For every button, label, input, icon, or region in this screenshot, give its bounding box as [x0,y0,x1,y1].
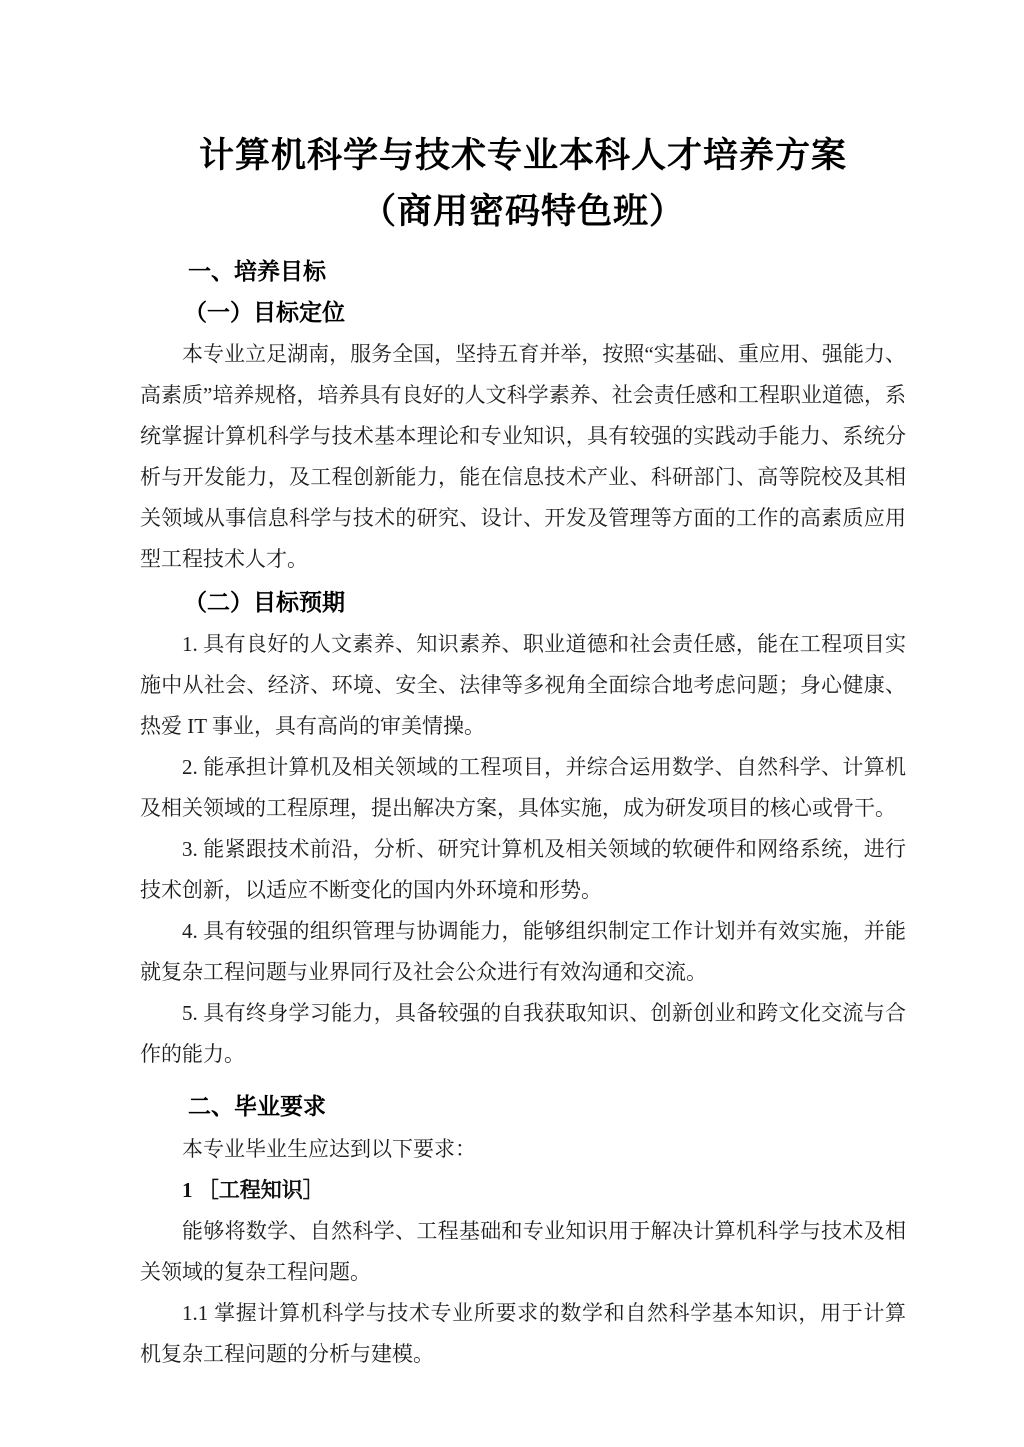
requirement-1-text: 能够将数学、自然科学、工程基础和专业知识用于解决计算机科学与技术及相关领域的复杂工程问题。 [140,1219,906,1284]
heading-training-objectives: 一、培养目标 [188,258,326,284]
graduation-requirements-intro: 本专业毕业生应达到以下要求： [182,1137,476,1161]
document-title-line1: 计算机科学与技术专业本科人才培养方案 [198,136,847,175]
requirement-1-1-text: 1.1 掌握计算机科学与技术专业所要求的数学和自然科学基本知识，用于计算机复杂工程问题的分析与建模。 [140,1301,906,1366]
paragraph-objective-positioning: 本专业立足湖南，服务全国，坚持五育并举，按照“实基础、重应用、强能力、高素质”培养规格，培养具有良好的人文科学素养、社会责任感和工程职业道德，系统掌握计算机科学与技术基本理论和专业知识，具有较强的实践动手能力、系统分析与开发能力，及工程创新能力，能在信息技术产业、科研部门、高等院校及其相关领域从事信息科学与技术的研究、设计、开发及管理等方面的工作的高素质应用型工程技术人才。 [140,342,906,571]
subheading-objective-positioning: （一）目标定位 [184,299,345,325]
objective-expectation-item-4: 4. 具有较强的组织管理与协调能力，能够组织制定工作计划并有效实施，并能就复杂工程问题与业界同行及社会公众进行有效沟通和交流。 [140,919,906,984]
requirement-1-engineering-knowledge-label: 1 ［工程知识］ [182,1178,324,1202]
objective-expectation-item-3: 3. 能紧跟技术前沿，分析、研究计算机及相关领域的软硬件和网络系统，进行技术创新，以适应不断变化的国内外环境和形势。 [140,837,906,902]
heading-graduation-requirements: 二、毕业要求 [188,1093,326,1119]
subheading-objective-expectations: （二）目标预期 [184,589,345,615]
objective-expectation-item-1: 1. 具有良好的人文素养、知识素养、职业道德和社会责任感，能在工程项目实施中从社会、经济、环境、安全、法律等多视角全面综合地考虑问题；身心健康、热爱 IT 事业，具有高尚的审美情操。 [140,632,906,738]
document-title-line2: （商用密码特色班） [360,192,685,231]
objective-expectation-item-2: 2. 能承担计算机及相关领域的工程项目，并综合运用数学、自然科学、计算机及相关领域的工程原理，提出解决方案，具体实施，成为研发项目的核心或骨干。 [140,755,906,820]
objective-expectation-item-5: 5. 具有终身学习能力，具备较强的自我获取知识、创新创业和跨文化交流与合作的能力。 [140,1001,906,1066]
